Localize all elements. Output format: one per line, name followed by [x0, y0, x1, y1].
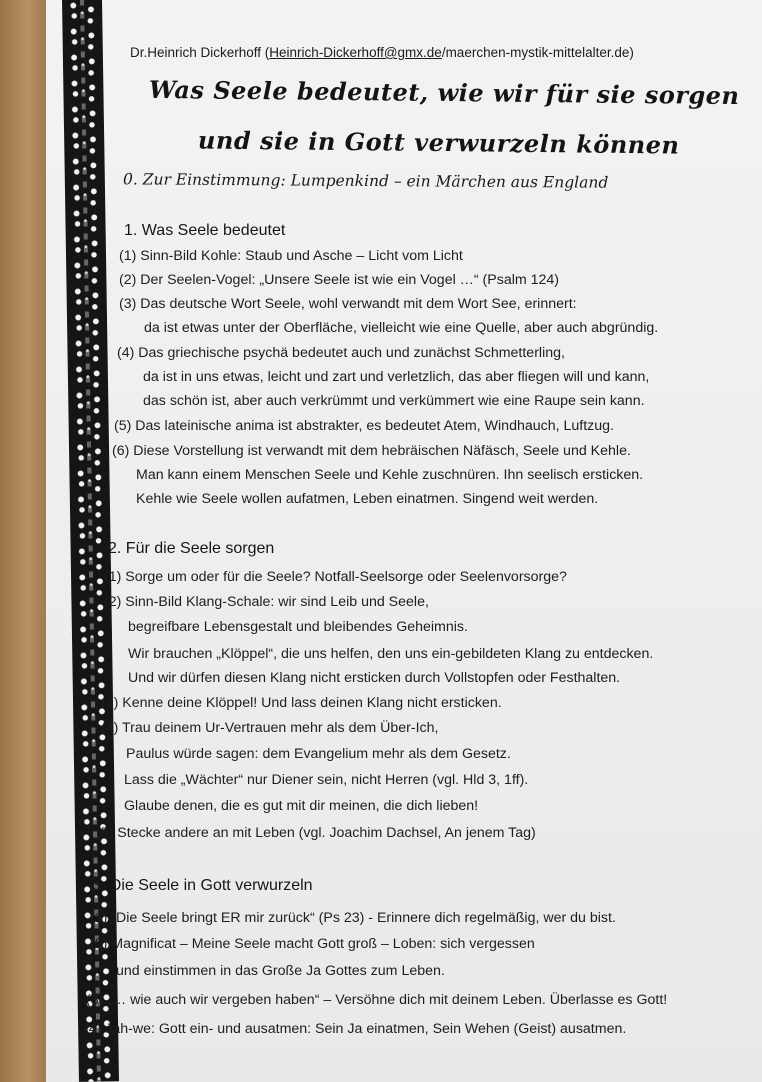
section-2-heading: 2. Für die Seele sorgen [108, 540, 275, 557]
list-item: (2) Der Seelen-Vogel: „Unsere Seele ist wie ein Vogel …“ (Psalm 124) [119, 272, 560, 288]
list-item: (3) „… wie auch wir vergeben haben“ – Versöhne dich mit deinem Leben. Überlasse es Gott! [86, 992, 668, 1008]
list-item-continuation: Glaube denen, die es gut mit dir meinen, die dich lieben! [124, 798, 479, 814]
list-item: (5) Stecke andere an mit Leben (vgl. Joachim Dachsel, An jenem Tag) [96, 825, 536, 841]
list-item: (3) Das deutsche Wort Seele, wohl verwandt mit dem Wort See, erinnert: [119, 296, 577, 312]
list-item-continuation: da ist etwas unter der Oberfläche, vielleicht wie eine Quelle, aber auch abgründig. [144, 320, 659, 336]
section-1-heading: 1. Was Seele bedeutet [124, 222, 286, 239]
list-item: (1) Sinn-Bild Kohle: Staub und Asche – Licht vom Licht [119, 248, 463, 264]
list-item: (3) Kenne deine Klöppel! Und lass deinen Klang nicht ersticken. [101, 695, 502, 711]
list-item-continuation: Und wir dürfen diesen Klang nicht ersticken durch Vollstopfen oder Festhalten. [128, 670, 621, 686]
list-item-continuation: Lass die „Wächter“ nur Diener sein, nicht Herren (vgl. Hld 3, 1ff). [124, 772, 529, 788]
list-item: (1) „Die Seele bringt ER mir zurück“ (Ps 23) - Erinnere dich regelmäßig, wer du bist. [90, 910, 616, 926]
list-item: (4) Das griechische psychä bedeutet auch und zunächst Schmetterling, [117, 345, 565, 361]
intro-line: 0. Zur Einstimmung: Lumpenkind – ein Märchen aus England [122, 170, 609, 192]
list-item: (4) Trau deinem Ur-Vertrauen mehr als dem Über-Ich, [101, 720, 439, 736]
list-item: (4) Jah-we: Gott ein- und ausatmen: Sein Ja einatmen, Sein Wehen (Geist) ausatmen. [84, 1021, 627, 1037]
list-item-continuation: da ist in uns etwas, leicht und zart und verletzlich, das aber fliegen will und kann, [143, 369, 650, 385]
document-title-line-1: Was Seele bedeutet, wie wir für sie sorgen [148, 74, 740, 111]
list-item-continuation: Kehle wie Seele wollen aufatmen, Leben einatmen. Singend weit werden. [136, 491, 599, 507]
author-email-link[interactable]: Heinrich-Dickerhoff@gmx.de [269, 45, 442, 60]
author-header [130, 45, 634, 60]
document-page [46, 0, 762, 1082]
author-website: /maerchen-mystik-mittelalter.de) [441, 45, 634, 60]
list-item-continuation: Wir brauchen „Klöppel“, die uns helfen, den uns ein-gebildeten Klang zu entdecken. [128, 646, 654, 662]
author-name: Dr.Heinrich Dickerhoff ( [130, 45, 270, 60]
list-item-continuation: das schön ist, aber auch verkrümmt und verkümmert wie eine Raupe sein kann. [143, 393, 645, 409]
list-item: (6) Diese Vorstellung ist verwandt mit dem hebräischen Näfäsch, Seele und Kehle. [112, 443, 631, 459]
list-item: (2) Magnificat – Meine Seele macht Gott groß – Loben: sich vergessen [90, 936, 535, 952]
list-item-continuation: begreifbare Lebensgestalt und bleibendes Geheimnis. [128, 619, 468, 635]
section-3-heading: 3. Die Seele in Gott verwurzeln [92, 877, 313, 894]
list-item: (2) Sinn-Bild Klang-Schale: wir sind Leib und Seele, [104, 594, 429, 610]
document-title-line-2: und sie in Gott verwurzeln können [197, 125, 680, 160]
list-item: (1) Sorge um oder für die Seele? Notfall-Seelsorge oder Seelenvorsorge? [104, 569, 567, 585]
list-item-continuation: und einstimmen in das Große Ja Gottes zum Leben. [116, 963, 445, 979]
list-item-continuation: Man kann einem Menschen Seele und Kehle zuschnüren. Ihn seelisch ersticken. [136, 467, 644, 483]
wooden-table-background [0, 0, 46, 1082]
list-item: (5) Das lateinische anima ist abstrakter, es bedeutet Atem, Windhauch, Luftzug. [114, 418, 614, 434]
list-item-continuation: Paulus würde sagen: dem Evangelium mehr als dem Gesetz. [126, 746, 511, 762]
